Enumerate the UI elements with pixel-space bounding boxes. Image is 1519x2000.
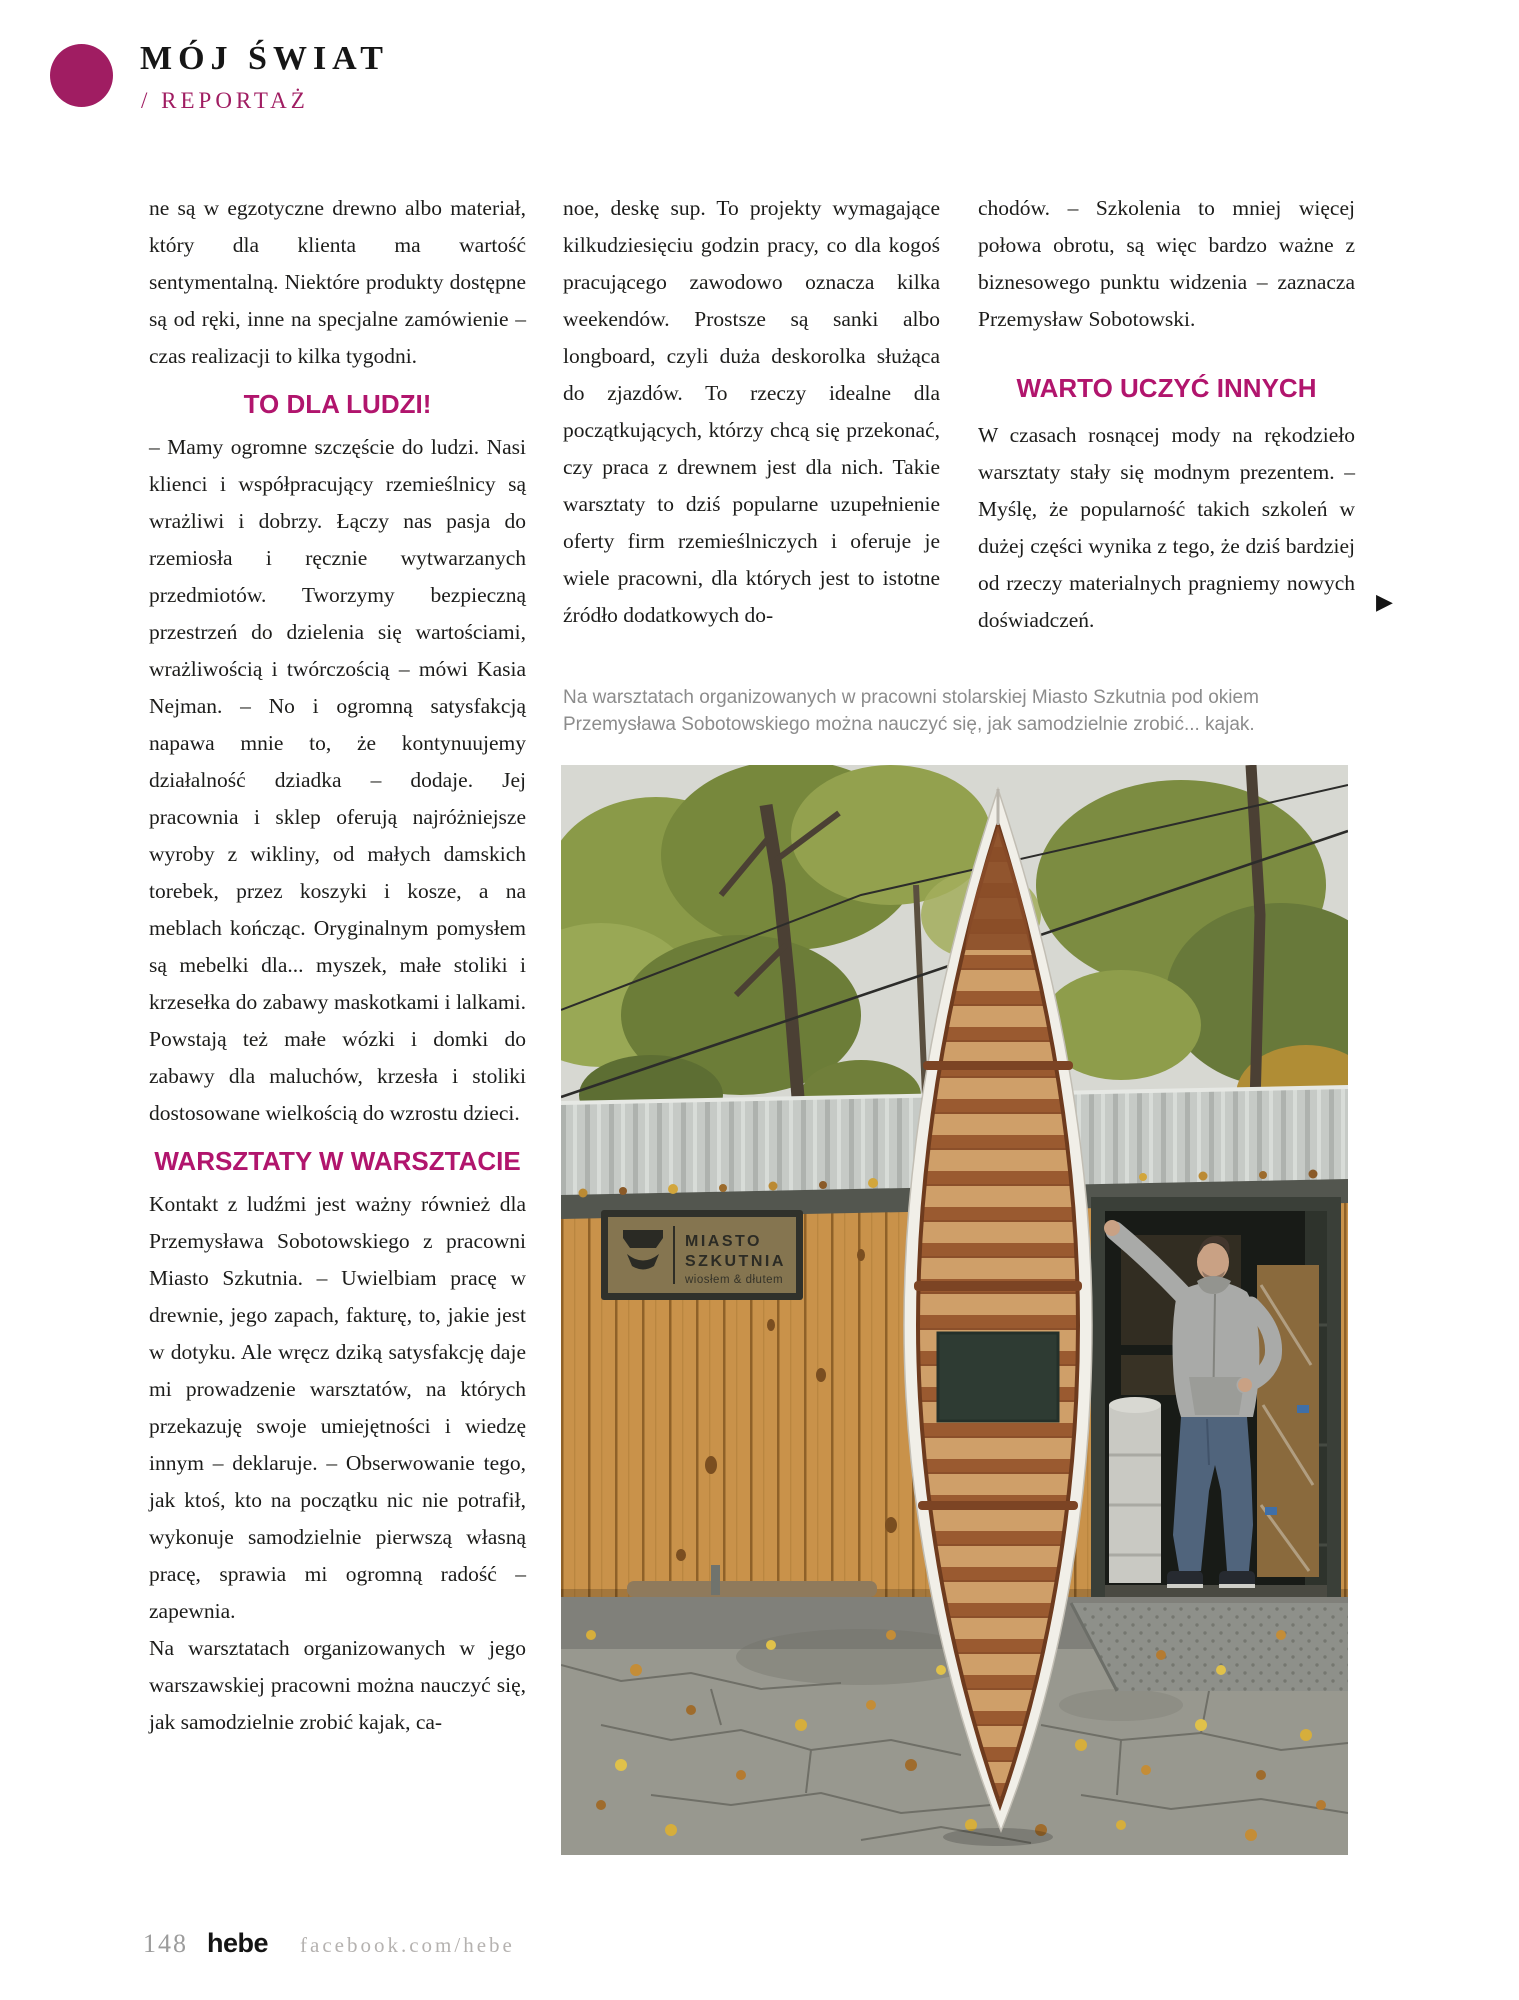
page-number: 148 [143,1929,188,1958]
article-column-1 [149,190,526,1741]
magazine-logo: hebe [207,1928,269,1958]
sign-title-line2: SZKUTNIA [685,1253,786,1270]
paragraph: – Mamy ogromne szczęście do ludzi. Nasi klienci i współpracujący rzemieślnicy są wrażliwi i dobrzy. Łączy nas pasja do rzemiosła i ręcznie wytwarzanych przedmiotów. Tworzymy bezpieczną przestrzeń do dzielenia się wartościami, wrażliwością i twórczością – mówi Kasia Nejman. – No i ogromną satysfakcją napawa mnie to, że kontynuujemy działalność dziadka – dodaje. Jej pracownia i sklep oferują najróżniejsze wyroby z wikliny, od małych damskich torebek, przez koszyki i kosze, a na meblach kończąc. Oryginalnym pomysłem są mebelki dla... myszek, małe stoliki i krzesełka do zabawy maskotkami i lalkami. Powstają też małe wózki i domki do zabawy dla maluchów, krzesła i stoliki dostosowane wielkością do wzrostu dzieci. [149,435,526,1125]
column-heading: WARTO UCZYĆ INNYCH [1016,373,1317,403]
facebook-link[interactable]: facebook.com/hebe [300,1933,515,1957]
workshop-photo [561,765,1348,1855]
section-dot-icon [50,44,113,107]
barrel [1109,1397,1161,1583]
article-column-3 [978,190,1355,639]
doorway [1091,1197,1341,1597]
paragraph: W czasach rosnącej mody na rękodzieło warsztaty stały się modnym prezentem. – Myślę, że popularność takich szkoleń w dużej części wynika z tego, że dziś bardziej od rzeczy materialnych pragniemy nowych doświadczeń. [978,423,1355,632]
section-category: / REPORTAŻ [141,88,309,113]
workshop-sign [601,1210,803,1300]
paragraph: Na warsztatach organizowanych w jego warszawskiej pracowni można nauczyć się, jak samodzielnie zrobić kajak, ca- [149,1636,526,1734]
sign-title-line1: MIASTO [685,1233,762,1250]
section-title: MÓJ ŚWIAT [140,40,389,77]
column-heading: TO DLA LUDZI! [243,389,432,419]
paragraph: chodów. – Szkolenia to mniej więcej połowa obrotu, są więc bardzo ważne z biznesowego punktu widzenia – zaznacza Przemysław Sobotowski. [978,196,1355,331]
continuation-arrow-icon: ▶ [1376,590,1393,615]
sign-tagline: wiosłem & dłutem [685,1274,784,1286]
page-footer [143,1928,515,1959]
paragraph: ne są w egzotyczne drewno albo materiał, który dla klienta ma wartość sentymentalną. Niektóre produkty dostępne są od ręki, inne na specjalne zamówienie – czas realizacji to kilka tygodni. [149,196,526,368]
paragraph: Kontakt z ludźmi jest ważny również dla Przemysława Sobotowskiego z pracowni Miasto Szkutnia. – Uwielbiam pracę w drewnie, jego zapach, fakturę, to, jakie jest w dotyku. Ale wręcz dziką satysfakcję daje mi prowadzenie warsztatów, na których przekazuję swoje umiejętności i wiedzę innym – deklaruje. – Obserwowanie tego, jak ktoś, kto na początku nic nie potrafił, wykonuje samodzielnie pierwszą własną pracę, sprawia mi ogromną radość – zapewnia. [149,1192,526,1623]
article-column-2 [563,190,940,634]
column-heading: WARSZTATY W WARSZTACIE [154,1146,521,1176]
photo-caption: Na warsztatach organizowanych w pracowni stolarskiej Miasto Szkutnia pod okiem Przemysława Sobotowskiego można nauczyć się, jak samodzielnie zrobić... kajak. [563,687,1259,735]
paragraph: noe, deskę sup. To projekty wymagające kilkudziesięciu godzin pracy, co dla kogoś pracującego zawodowo oznacza kilka weekendów. Prostsze są sanki albo longboard, czyli duża deskorolka służąca do zjazdów. To rzeczy idealne dla początkujących, którzy chcą się przekonać, czy praca z drewnem jest dla nich. Takie warsztaty to dziś popularne uzupełnienie oferty firm rzemieślniczych i oferuje je wiele pracowni, dla których jest to istotne źródło dodatkowych do- [563,196,940,627]
